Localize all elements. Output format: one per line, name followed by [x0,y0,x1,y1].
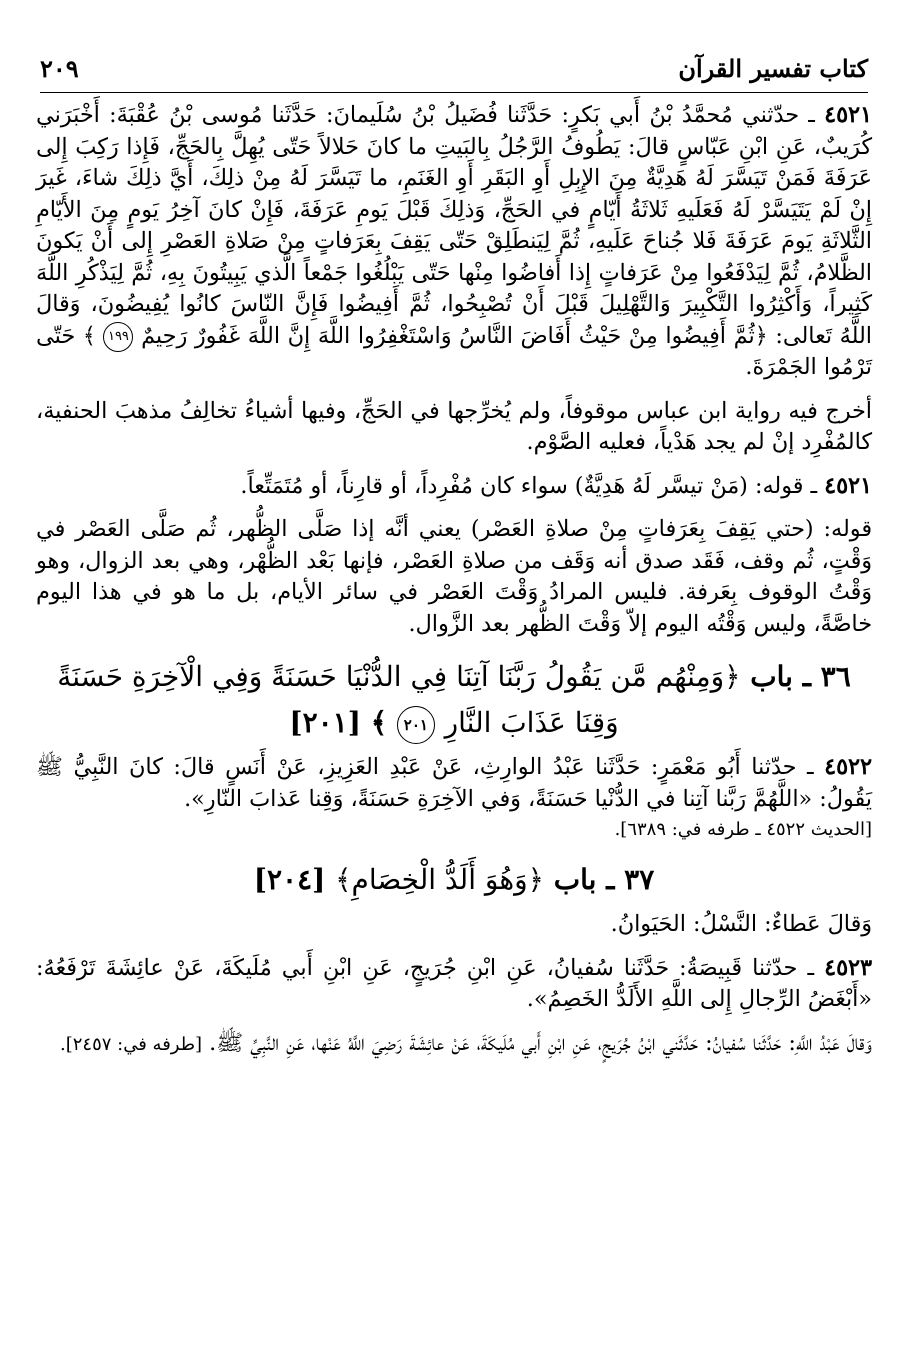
hadith-number: ٤٥٢٣ [824,954,873,981]
book-title: كتاب تفسير القرآن [678,54,868,83]
chapter-label: ٣٧ ـ باب [553,863,655,896]
header-divider [40,92,868,93]
verse-reference: ﴾ [٢٠١] [289,706,388,739]
commentary-paragraph: أخرج فيه رواية ابن عباس موقوفاً، ولم يُخرِّجها في الحَجِّ، وفيها أشياءُ تخالِفُ مذهبَ الحنفية، كالمُفْرِد إنْ لم يجد هَدْياً، فعليه الصَّوْم. [36,397,872,455]
narration-text: وَقالَ عَبْدُ اللَّهِ: حَدَّثَنا سُفيانُ: حَدَّثَني ابْنُ جُرَيجٍ، عَنِ ابْنِ أَبي مُلَيكَةَ، عَنْ عائِشَةَ رَضِيَ اللَّهُ عَنْها، عَنِ النَّبِيِّ ﷺ. [209,1029,872,1056]
hadith-number: ٤٥٢١ [824,102,872,128]
hadith-number: ٤٥٢١ [824,472,872,499]
page-number: ٢٠٩ [40,54,79,83]
verse-number-marker: ٢٠١ [397,706,435,744]
hadith-text: ـ حدّثنا أَبُو مَعْمَرٍ: حَدَّثَنا عَبْدُ الوارِثِ، عَنْ عَبْدِ العَزِيزِ، عَنْ أَنَسٍ قالَ: كانَ النَّبِيُّ ﷺ يَقُولُ: «اللَّهُمَّ رَبَّنا آتِنا في الدُّنْيا حَسَنَةً، وَفي الآخِرَةِ حَسَنَةً، وَقِنا عَذابَ النّارِ». [36,754,872,812]
hadith-4522 [36,752,872,815]
cross-reference-note: [طرفه في: ٢٤٥٧]. [60,1033,203,1055]
chapter-label: ٣٦ ـ باب [750,660,851,693]
ata-statement: وَقالَ عَطاءٌ: النَّسْلُ: الحَيَوانُ. [610,911,872,937]
hadith-text: ـ حدّثني مُحمَّدُ بْنُ أَبي بَكرٍ: حَدَّثَنا فُضَيلُ بْنُ سُلَيمانَ: حَدَّثَنا مُوسى بْنُ عُقْبَةَ: أَخْبَرَني كُرَيبٌ، عَنِ ابْنِ عَبّاسٍ قالَ: يَطُوفُ الرَّجُلُ بِالبَيتِ ما كانَ حَلالاً حَتّى يُهِلَّ بِالحَجِّ، فَإِذا رَكِبَ إِلى عَرَفَةَ فَمَنْ تَيَسَّرَ لَهُ هَدِيَّةٌ مِنَ الإِبِلِ أَوِ البَقَرِ أَوِ الغَنَمِ، ما تَيَسَّرَ لَهُ مِنْ ذلِكَ، أَيَّ ذلِكَ شاءَ، غَيرَ إِنْ لَمْ يَتَيَسَّرْ لَهُ فَعَلَيهِ ثَلاثَةُ أَيّامٍ في الحَجِّ، وَذلِكَ قَبْلَ يَومِ عَرَفَةَ، فَإِنْ كانَ آخِرُ يَومٍ مِنَ الأَيّامِ الثَّلاثَةِ يَومَ عَرَفَةَ فَلا جُناحَ عَلَيهِ، ثُمَّ لِيَنطَلِقْ حَتّى يَقِفَ بِعَرَفاتٍ مِنْ صَلاةِ العَصْرِ إِلى أَنْ يَكونَ الظَّلامُ، ثُمَّ لِيَدْفَعُوا مِنْ عَرَفاتٍ إِذا أَفاضُوا مِنْها حَتّى يَبْلُغُوا جَمْعاً الَّذي يَبِيتُونَ بِهِ، ثُمَّ لِيَذْكُرِ اللَّهَ كَثِيراً، وَأَكْثِرُوا التَّكْبِيرَ وَالتَّهْلِيلَ قَبْلَ أَنْ تُصْبِحُوا، ثُمَّ أَفِيضُوا فَإِنَّ النّاسَ كانُوا يُفِيضُونَ، وَقالَ اللَّهُ تَعالى: [36,102,872,349]
verse-reference: [٢٠٤] [253,863,326,896]
quran-verse: ﴿ثُمَّ أَفِيضُوا مِنْ حَيْثُ أَفَاضَ النَّاسُ وَاسْتَغْفِرُوا اللَّهَ إِنَّ اللَّهَ غَفُورٌ رَحِيمٌ [141,322,768,349]
commentary-4521 [36,471,872,503]
abdullah-narration [36,1028,872,1060]
chapter-heading-36 [36,654,872,746]
chapter-verse: ﴿وَمِنْهُم مَّن يَقُولُ رَبَّنَا آتِنَا فِي الدُّنْيَا حَسَنَةً وَفِي الْآخِرَةِ حَسَنَةً وَقِنَا عَذَابَ النَّارِ [57,660,741,739]
chapter-verse: ﴿وَهُوَ أَلَدُّ الْخِصَامِ﴾ [335,863,545,896]
hadith-4523 [36,953,872,1016]
hadith-text-tail: ﴾ حَتّى تَرْمُوا الجَمْرَةَ. [36,322,872,380]
hadith-text: ـ حدّثنا قَبِيصَةُ: حَدَّثَنا سُفيانُ، عَنِ ابْنِ جُرَيجٍ، عَنِ ابْنِ أَبي مُلَيكَةَ، عَنْ عائِشَةَ تَرْفَعُهُ: «أَبْغَضُ الرِّجالِ إِلى اللَّهِ الأَلَدُّ الخَصِمُ». [36,954,872,1012]
page-header [40,52,868,92]
hadith-4521 [36,100,872,384]
cross-reference-note: [الحديث ٤٥٢٢ ـ طرفه في: ٦٣٨٩]. [614,819,872,840]
page-body [36,100,872,1345]
verse-number-marker: ١٩٩ [103,322,133,352]
hadith-number: ٤٥٢٢ [824,754,872,780]
chapter-heading-37 [36,857,872,903]
commentary-text: ـ قوله: (مَنْ تيسَّر لَهُ هَدِيَّةٌ) سواء كان مُفْرِداً، أو قارِناً، أو مُتَمَتِّعاً. [240,472,817,499]
commentary-paragraph: قوله: (حتي يَقِفَ بِعَرَفاتٍ مِنْ صلاةِ العَصْر) يعني أنَّه إذا صَلَّى الظُّهر، ثُم صَلَّى العَصْر في وَقْتٍ، ثُم وقف، فَقَد صدق أنه وَقَف من صلاةِ العَصْر، فإنها بَعْد الظُّهْر، وهي بعد الزوال، وهو وَقْتُ الوقوف بِعَرفة. فليس المرادُ وَقْتَ العَصْر في سائر الأيام، بل ما هو في هذا اليوم خاصَّةً، وليس وَقْتُه اليوم إلاّ وَقْتَ الظُّهر بعد الزَّوال. [36,516,872,637]
